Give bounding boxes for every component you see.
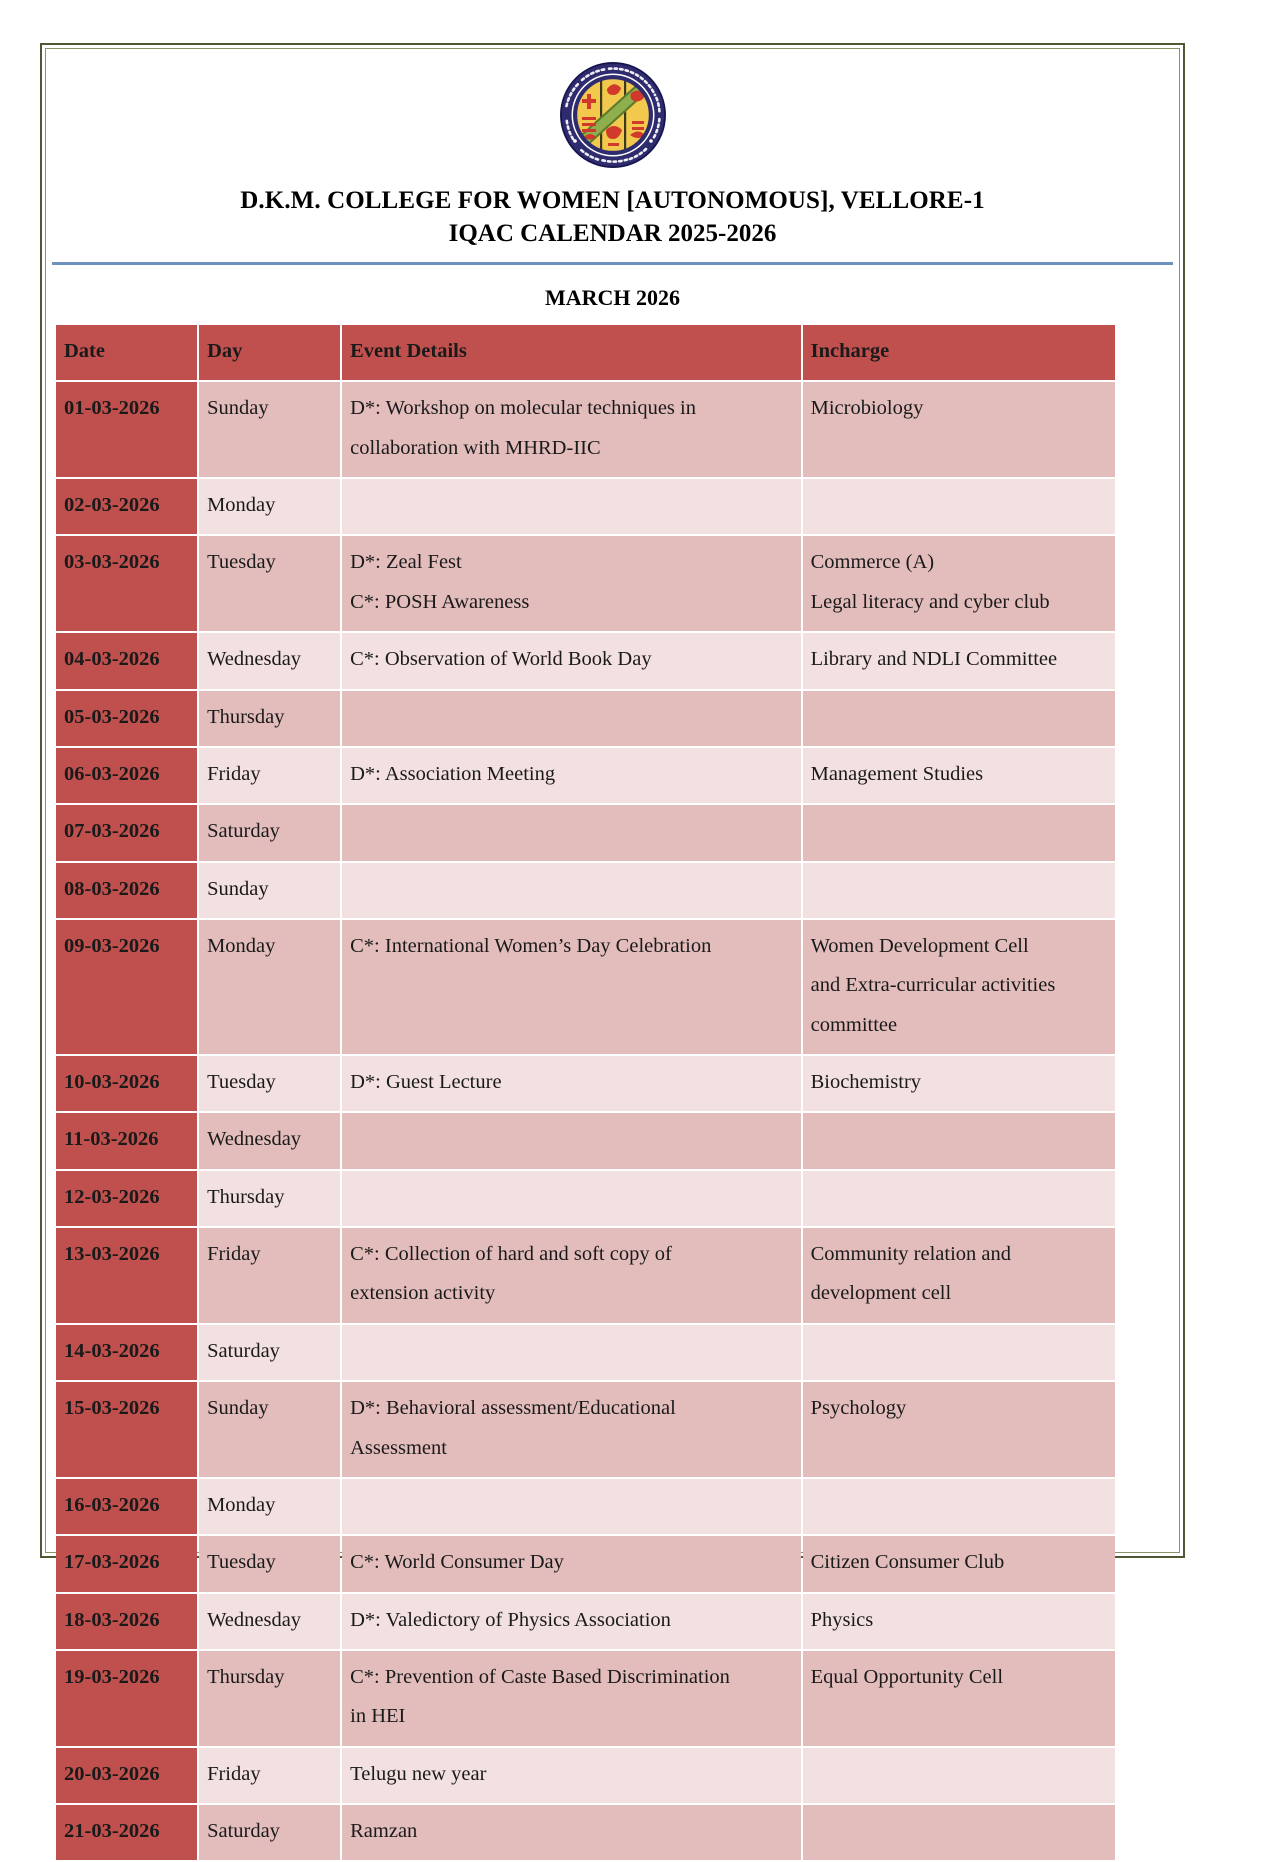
cell-incharge <box>803 382 1115 477</box>
cell-date: 17-03-2026 <box>56 1536 197 1591</box>
cell-event-details <box>342 1382 800 1477</box>
incharge-line: Library and NDLI Committee <box>810 648 1058 671</box>
event-line: D*: Valedictory of Physics Association <box>350 1608 671 1631</box>
event-line: collaboration with MHRD-IIC <box>350 436 601 459</box>
cell-day: Friday <box>199 1748 340 1803</box>
incharge-line: Biochemistry <box>810 1071 922 1094</box>
month-heading: MARCH 2026 <box>544 285 681 310</box>
cell-incharge <box>803 1382 1115 1477</box>
event-line: D*: Association Meeting <box>350 762 556 785</box>
cell-event-details <box>342 1113 800 1168</box>
table-row <box>56 1594 1115 1649</box>
cell-day: Wednesday <box>199 1594 340 1649</box>
cell-date: 10-03-2026 <box>56 1056 197 1111</box>
incharge-line: committee <box>810 1013 898 1036</box>
cell-date: 02-03-2026 <box>56 479 197 534</box>
incharge-line: Equal Opportunity Cell <box>810 1665 1004 1688</box>
calendar-table-body <box>56 382 1115 1860</box>
logo-container <box>52 55 1173 176</box>
cell-day: Friday <box>199 1228 340 1323</box>
table-row <box>56 382 1115 477</box>
cell-incharge <box>803 920 1115 1054</box>
event-line: D*: Guest Lecture <box>350 1071 502 1094</box>
event-line: C*: World Consumer Day <box>350 1551 564 1574</box>
cell-date: 01-03-2026 <box>56 382 197 477</box>
table-row <box>56 920 1115 1054</box>
cell-event-details <box>342 1056 800 1111</box>
event-line: C*: Prevention of Caste Based Discrimination <box>350 1665 730 1688</box>
cell-date: 19-03-2026 <box>56 1651 197 1746</box>
cell-event-details <box>342 1594 800 1649</box>
incharge-line: Management Studies <box>810 762 984 785</box>
cell-day: Thursday <box>199 1171 340 1226</box>
cell-event-details <box>342 536 800 631</box>
table-row <box>56 1651 1115 1746</box>
cell-day: Tuesday <box>199 536 340 631</box>
cell-date: 14-03-2026 <box>56 1325 197 1380</box>
cell-date: 12-03-2026 <box>56 1171 197 1226</box>
cell-incharge <box>803 536 1115 631</box>
cell-date: 16-03-2026 <box>56 1479 197 1534</box>
cell-date: 18-03-2026 <box>56 1594 197 1649</box>
cell-event-details <box>342 1325 800 1380</box>
cell-day: Monday <box>199 479 340 534</box>
cell-incharge <box>803 1536 1115 1591</box>
incharge-line: Physics <box>810 1608 874 1631</box>
cell-incharge <box>803 748 1115 803</box>
table-row <box>56 805 1115 860</box>
cell-event-details <box>342 633 800 688</box>
table-header-row <box>56 325 1115 380</box>
cell-date: 05-03-2026 <box>56 691 197 746</box>
cell-date: 15-03-2026 <box>56 1382 197 1477</box>
cell-incharge <box>803 1228 1115 1323</box>
cell-date: 09-03-2026 <box>56 920 197 1054</box>
cell-day: Tuesday <box>199 1056 340 1111</box>
table-row <box>56 1171 1115 1226</box>
cell-incharge <box>803 1805 1115 1860</box>
incharge-line: Microbiology <box>810 397 924 420</box>
cell-day: Saturday <box>199 1805 340 1860</box>
cell-event-details <box>342 382 800 477</box>
table-row <box>56 633 1115 688</box>
cell-incharge <box>803 1056 1115 1111</box>
incharge-line: Women Development Cell <box>810 934 1029 957</box>
cell-incharge <box>803 1594 1115 1649</box>
column-header-event-details: Event Details <box>342 325 800 380</box>
cell-incharge <box>803 479 1115 534</box>
calendar-table <box>54 323 1117 1862</box>
event-line: Assessment <box>350 1436 447 1459</box>
cell-event-details <box>342 1651 800 1746</box>
cell-day: Friday <box>199 748 340 803</box>
cell-day: Sunday <box>199 863 340 918</box>
cell-day: Thursday <box>199 691 340 746</box>
event-line: extension activity <box>350 1282 496 1305</box>
cell-incharge <box>803 1171 1115 1226</box>
cell-day: Thursday <box>199 1651 340 1746</box>
event-line: C*: POSH Awareness <box>350 590 530 613</box>
incharge-line: development cell <box>810 1282 952 1305</box>
cell-incharge <box>803 1479 1115 1534</box>
cell-incharge <box>803 805 1115 860</box>
cell-day: Sunday <box>199 1382 340 1477</box>
cell-day: Wednesday <box>199 633 340 688</box>
event-line: D*: Behavioral assessment/Educational <box>350 1397 676 1420</box>
table-row <box>56 691 1115 746</box>
cell-incharge <box>803 691 1115 746</box>
page-subtitle: IQAC CALENDAR 2025-2026 <box>448 220 777 247</box>
incharge-line: Psychology <box>810 1397 907 1420</box>
cell-date: 20-03-2026 <box>56 1748 197 1803</box>
cell-day: Wednesday <box>199 1113 340 1168</box>
event-line: C*: Collection of hard and soft copy of <box>350 1243 672 1266</box>
column-header-date: Date <box>56 325 197 380</box>
table-row <box>56 1382 1115 1477</box>
cell-date: 11-03-2026 <box>56 1113 197 1168</box>
column-header-day: Day <box>199 325 340 380</box>
table-row <box>56 1056 1115 1111</box>
cell-day: Monday <box>199 1479 340 1534</box>
cell-event-details <box>342 805 800 860</box>
table-row <box>56 863 1115 918</box>
cell-date: 21-03-2026 <box>56 1805 197 1860</box>
cell-event-details <box>342 748 800 803</box>
cell-incharge <box>803 1113 1115 1168</box>
cell-event-details <box>342 1805 800 1860</box>
cell-date: 03-03-2026 <box>56 536 197 631</box>
cell-date: 07-03-2026 <box>56 805 197 860</box>
cell-date: 08-03-2026 <box>56 863 197 918</box>
cell-event-details <box>342 1171 800 1226</box>
table-row <box>56 1228 1115 1323</box>
table-row <box>56 1536 1115 1591</box>
dkm-college-emblem-icon <box>546 59 680 171</box>
cell-event-details <box>342 691 800 746</box>
document-content <box>52 55 1173 1862</box>
cell-date: 13-03-2026 <box>56 1228 197 1323</box>
cell-event-details <box>342 1748 800 1803</box>
event-line: D*: Zeal Fest <box>350 551 462 574</box>
cell-incharge <box>803 863 1115 918</box>
table-row <box>56 1479 1115 1534</box>
table-row <box>56 1113 1115 1168</box>
table-row <box>56 536 1115 631</box>
cell-day: Sunday <box>199 382 340 477</box>
cell-day: Saturday <box>199 1325 340 1380</box>
cell-event-details <box>342 1228 800 1323</box>
page-title: D.K.M. COLLEGE FOR WOMEN [AUTONOMOUS], VELLORE-1 <box>240 187 985 214</box>
event-line: D*: Workshop on molecular techniques in <box>350 397 696 420</box>
incharge-line: Citizen Consumer Club <box>810 1551 1005 1574</box>
cell-day: Tuesday <box>199 1536 340 1591</box>
event-line: C*: International Women’s Day Celebration <box>350 934 712 957</box>
cell-incharge <box>803 633 1115 688</box>
cell-event-details <box>342 920 800 1054</box>
event-line: Ramzan <box>350 1820 418 1843</box>
cell-event-details <box>342 1536 800 1591</box>
cell-incharge <box>803 1325 1115 1380</box>
cell-incharge <box>803 1748 1115 1803</box>
cell-event-details <box>342 1479 800 1534</box>
incharge-line: Legal literacy and cyber club <box>810 590 1050 613</box>
title-divider <box>52 262 1173 265</box>
incharge-line: and Extra-curricular activities <box>810 974 1056 997</box>
table-row <box>56 479 1115 534</box>
column-header-incharge: Incharge <box>803 325 1115 380</box>
event-line: C*: Observation of World Book Day <box>350 648 652 671</box>
cell-event-details <box>342 479 800 534</box>
cell-incharge <box>803 1651 1115 1746</box>
event-line: Telugu new year <box>350 1762 487 1785</box>
table-row <box>56 1325 1115 1380</box>
cell-day: Monday <box>199 920 340 1054</box>
cell-date: 06-03-2026 <box>56 748 197 803</box>
cell-event-details <box>342 863 800 918</box>
cell-day: Saturday <box>199 805 340 860</box>
cell-date: 04-03-2026 <box>56 633 197 688</box>
event-line: in HEI <box>350 1705 406 1728</box>
table-row <box>56 1748 1115 1803</box>
incharge-line: Community relation and <box>810 1243 1012 1266</box>
incharge-line: Commerce (A) <box>810 551 935 574</box>
table-row <box>56 1805 1115 1860</box>
table-row <box>56 748 1115 803</box>
